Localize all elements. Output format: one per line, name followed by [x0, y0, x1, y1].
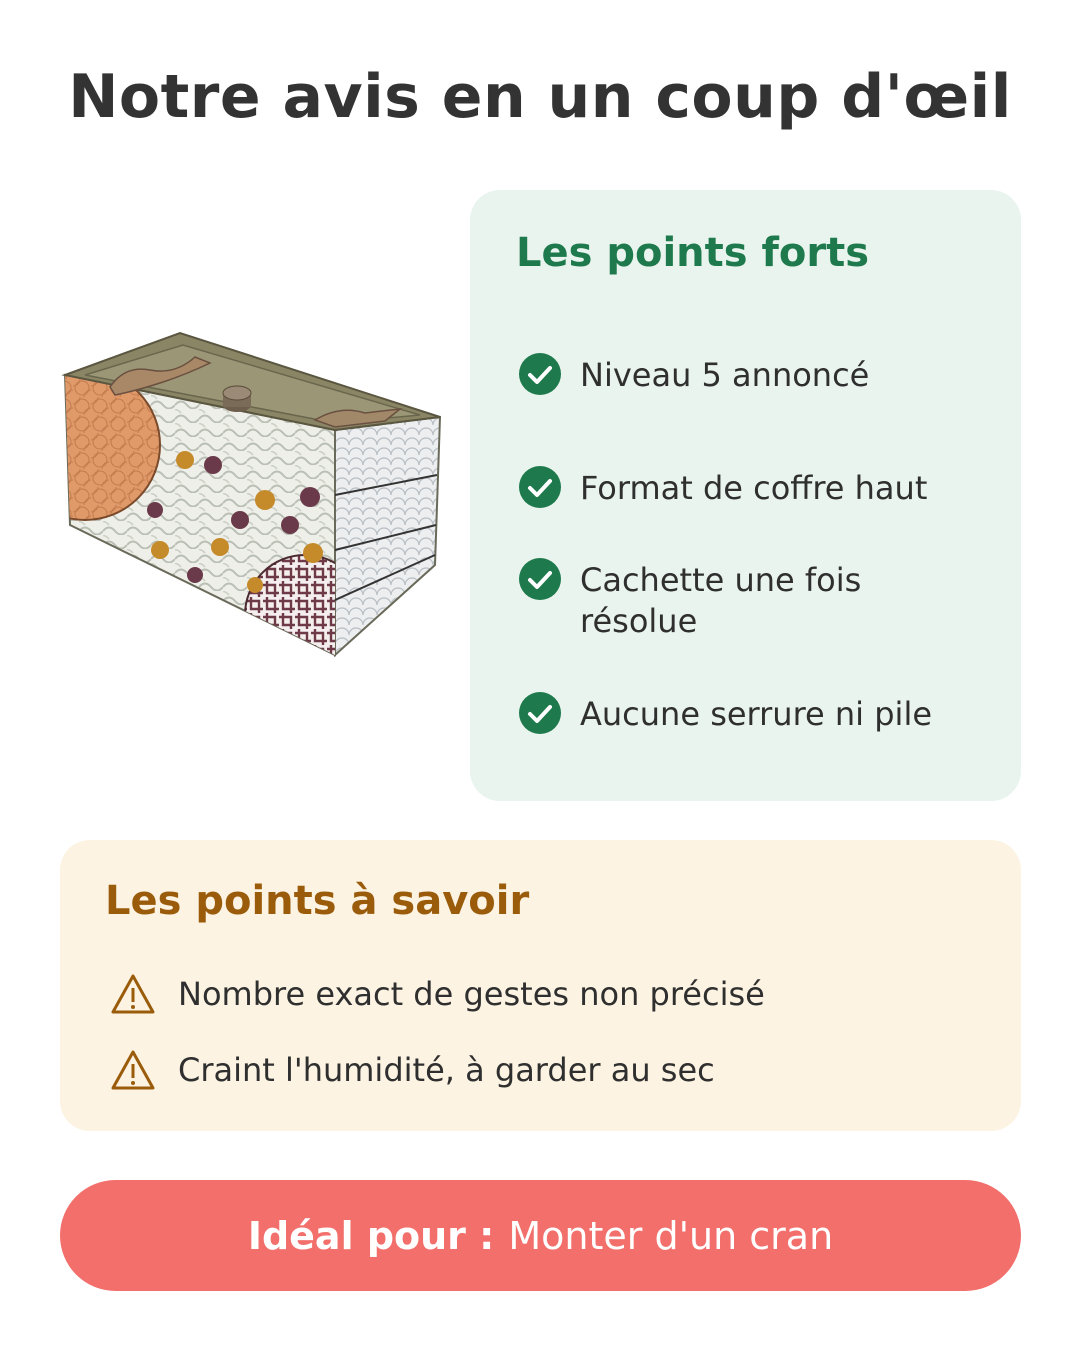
strengths-card: [470, 190, 1021, 801]
caution-item: [110, 1049, 715, 1091]
check-circle-icon: [518, 465, 562, 509]
strength-item-label: Format de coffre haut: [580, 469, 928, 507]
strength-item-label: Aucune serrure ni pile: [580, 695, 933, 733]
cautions-heading: Les points à savoir: [105, 878, 530, 924]
strength-item-label: Niveau 5 annoncé: [580, 356, 870, 394]
puzzle-box-image: [55, 325, 445, 665]
check-circle-icon: [518, 352, 562, 396]
strength-item: [518, 560, 990, 642]
check-circle-icon: [518, 691, 562, 735]
page-title: Notre avis en un coup d'œil: [68, 62, 1012, 132]
ideal-for-value: Monter d'un cran: [508, 1213, 834, 1258]
warning-triangle-icon: [110, 1049, 156, 1091]
strength-item-label: Cachette une fois résolue: [580, 561, 862, 640]
strengths-heading: Les points forts: [516, 230, 870, 276]
warning-triangle-icon: [110, 973, 156, 1015]
caution-item-label: Craint l'humidité, à garder au sec: [178, 1051, 715, 1089]
strength-item: [518, 468, 990, 509]
caution-item: [110, 973, 765, 1015]
cautions-card: [60, 840, 1021, 1131]
strength-item: [518, 355, 990, 396]
ideal-for-label: Idéal pour :: [247, 1213, 495, 1258]
caution-item-label: Nombre exact de gestes non précisé: [178, 975, 765, 1013]
ideal-for-banner: [60, 1180, 1021, 1291]
check-circle-icon: [518, 557, 562, 601]
strength-item: [518, 694, 990, 735]
